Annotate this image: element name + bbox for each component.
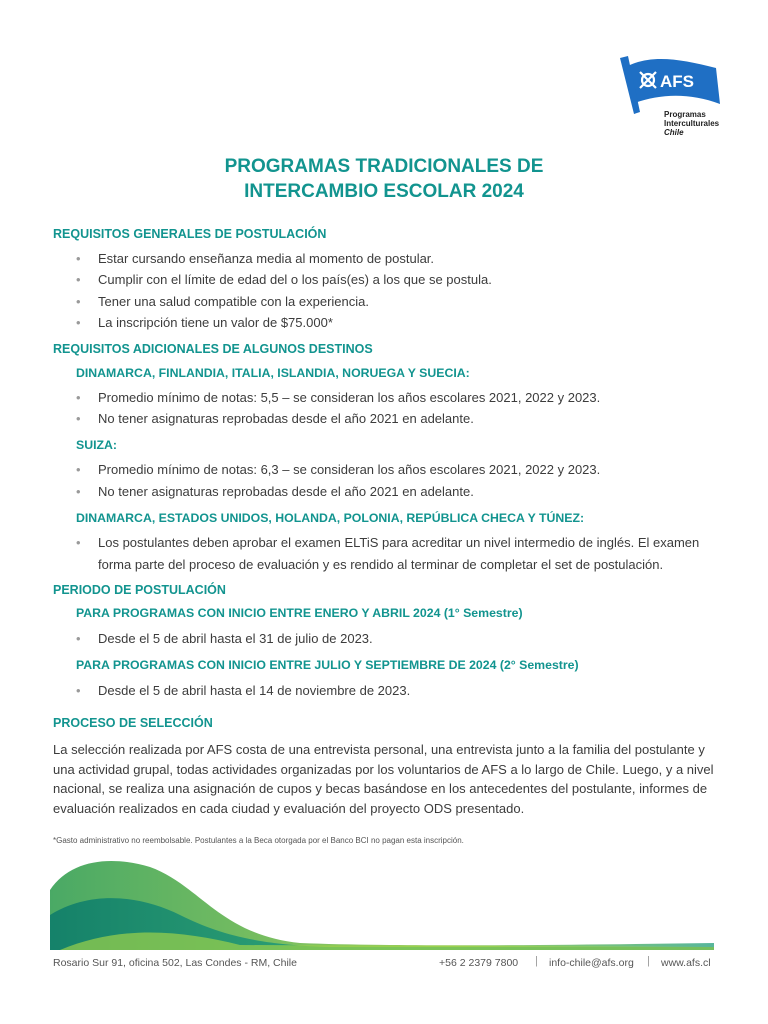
- destination-group-heading: DINAMARCA, ESTADOS UNIDOS, HOLANDA, POLONIA, REPÚBLICA CHECA Y TÚNEZ:: [76, 511, 585, 525]
- application-period-heading: PERIODO DE POSTULACIÓN: [53, 583, 226, 597]
- period-first-heading: PARA PROGRAMAS CON INICIO ENTRE ENERO Y ABRIL 2024 (1° Semestre): [76, 606, 523, 620]
- contact-phone[interactable]: +56 2 2379 7800: [439, 957, 519, 969]
- page-title: PROGRAMAS TRADICIONALES DE INTERCAMBIO ESCOLAR 2024: [224, 156, 544, 202]
- separator: |: [647, 955, 650, 967]
- list-item: • Los postulantes deben aprobar el examen ELTiS para acreditar un nivel intermedio de inglés. El examen forma parte del proceso de evaluación y es rendido al terminar de completar el set de postulación.: [76, 535, 700, 572]
- general-requirements-heading: REQUISITOS GENERALES DE POSTULACIÓN: [53, 227, 327, 241]
- selection-process-heading: PROCESO DE SELECCIÓN: [53, 716, 213, 730]
- additional-requirements-heading: REQUISITOS ADICIONALES DE ALGUNOS DESTINOS: [53, 342, 373, 356]
- separator: |: [535, 955, 538, 967]
- green-wave-decoration: [0, 855, 768, 955]
- destination-group-heading: SUIZA:: [76, 438, 117, 452]
- afs-flag-icon: [618, 54, 738, 114]
- contact-address: Rosario Sur 91, oficina 502, Las Condes - RM, Chile: [53, 957, 297, 969]
- period-second-heading: PARA PROGRAMAS CON INICIO ENTRE JULIO Y SEPTIEMBRE DE 2024 (2° Semestre): [76, 658, 579, 672]
- logo-subtitle: Programas Interculturales Chile: [664, 110, 720, 137]
- footnote: *Gasto administrativo no reembolsable. Postulantes a la Beca otorgada por el Banco BCI no pagan esta inscripción.: [53, 836, 464, 845]
- destination-group-heading: DINAMARCA, FINLANDIA, ITALIA, ISLANDIA, NORUEGA Y SUECIA:: [76, 366, 470, 380]
- afs-logo: [618, 54, 738, 146]
- selection-process-text: La selección realizada por AFS costa de una entrevista personal, una entrevista junto a la familia del postulante y una actividad grupal, todas actividades organizadas por los voluntarios de AFS a lo largo de Chile. Luego, y a nivel nacional, se realiza una asignación de cupos y becas basándose en los antecedentes del postulante, informes de evaluación realizados en cada ciudad y evaluación del proyecto ODS presentado.: [53, 742, 714, 816]
- contact-email[interactable]: info-chile@afs.org: [549, 957, 634, 969]
- contact-website[interactable]: www.afs.cl: [661, 957, 711, 969]
- svg-text:AFS: AFS: [660, 72, 694, 91]
